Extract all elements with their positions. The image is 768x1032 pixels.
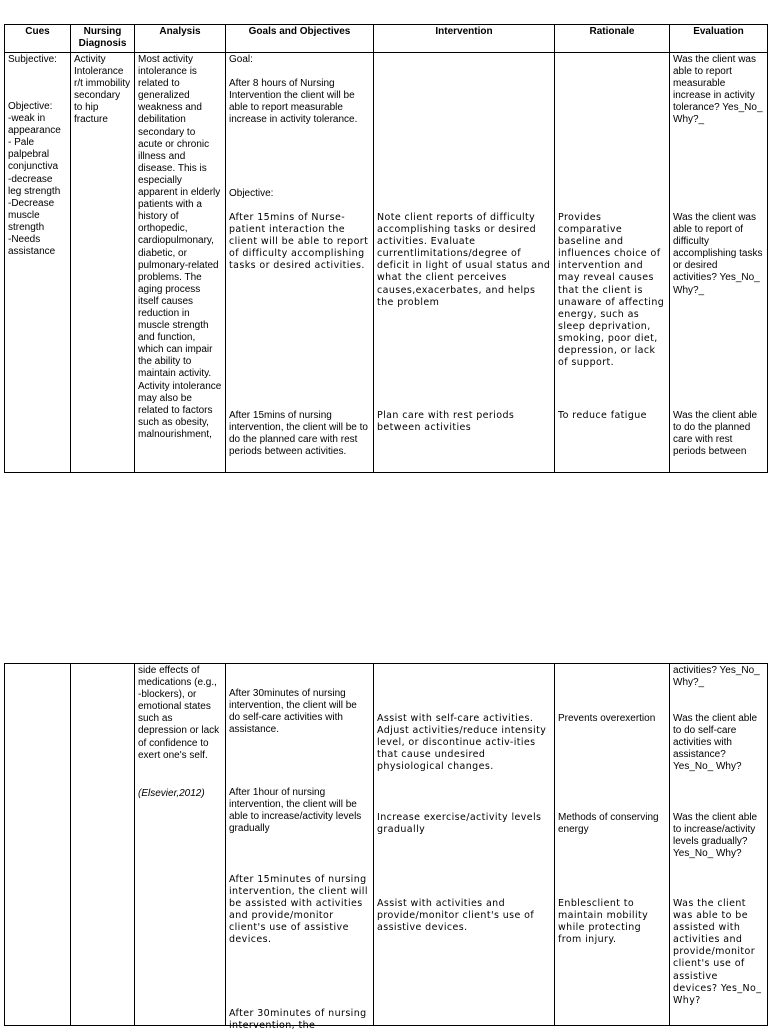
goal-label: Goal: <box>229 54 253 65</box>
intervention-2: Plan care with rest periods between activities <box>377 410 515 434</box>
header-cues: Cues <box>5 25 71 53</box>
rationale-5: Enblesclient to maintain mobility while protecting from injury. <box>558 898 649 946</box>
rationale-3: Prevents overexertion <box>558 713 656 724</box>
table-row <box>5 664 768 1026</box>
care-plan-table-page2 <box>4 663 768 1032</box>
evaluation-5: Was the client able to increase/activity levels gradually? Yes_No_ Why? <box>673 812 758 860</box>
header-nursing-diagnosis: Nursing Diagnosis <box>71 25 135 53</box>
rationale-cell <box>555 53 670 473</box>
evaluation-2: Was the client able to do the planned care with rest periods between <box>673 410 758 458</box>
objective-1: After 15mins of Nurse-patient interaction the client will be able to report of difficulty accomplishing tasks or desired activities. <box>229 212 369 272</box>
evaluation-3: activities? Yes_No_ Why?_ <box>673 665 760 689</box>
objective-label: Objective: <box>229 188 274 199</box>
analysis-text-continued: side effects of medications (e.g., -blockers), or emotional states such as depression or lack of confidence to exert one's self. <box>138 665 220 761</box>
intervention-3: Assist with self-care activities. Adjust activities/reduce intensity level, or discontinue activ-ities that cause undesired physiological changes. <box>377 713 547 773</box>
intervention-cell-continued <box>374 664 555 1026</box>
analysis-cell-continued <box>135 664 226 1026</box>
intervention-1: Note client reports of difficulty accomplishing tasks or desired activities. Evaluate currentlimitations/degree of deficit in light of usual status and what the client perceives causes,exacerbates, and helps the problem <box>377 212 551 308</box>
cues-objective: Objective: -weak in appearance - Pale palpebral conjunctiva -decrease leg strength -Decrease muscle strength -Needs assistance <box>8 101 61 258</box>
table-row <box>5 53 768 473</box>
objective-3: After 30minutes of nursing intervention, the client will be do self-care activities with assistance. <box>229 688 357 736</box>
objective-4: After 1hour of nursing intervention, the client will be able to increase/activity levels gradually <box>229 787 362 835</box>
diagnosis-cell-continued <box>71 664 135 1026</box>
intervention-5: Assist with activities and provide/monitor client's use of assistive devices. <box>377 898 535 934</box>
cues-cell-continued <box>5 664 71 1026</box>
rationale-2: To reduce fatigue <box>558 410 647 421</box>
evaluation-6: Was the client was able to be assisted with activities and provide/monitor client's use of assistive devices? Yes_No_ Why? <box>673 898 762 1006</box>
cues-subjective: Subjective: <box>8 54 57 65</box>
objective-6: After 30minutes of nursing intervention, the <box>229 1008 367 1032</box>
evaluation-cell-continued <box>670 664 768 1026</box>
rationale-1: Provides comparative baseline and influences choice of intervention and may reveal causes that the client is unaware of affecting energy, such as sleep deprivation, smoking, poor diet, depression, or lack of support. <box>558 212 665 369</box>
evaluation-1: Was the client was able to report of difficulty accomplishing tasks or desired activities? Yes_No_ Why?_ <box>673 212 763 296</box>
rationale-cell-continued <box>555 664 670 1026</box>
cues-cell <box>5 53 71 473</box>
intervention-4: Increase exercise/activity levels gradually <box>377 812 542 836</box>
header-intervention: Intervention <box>374 25 555 53</box>
objective-2: After 15mins of nursing intervention, the client will be to do the planned care with rest periods between activities. <box>229 410 368 458</box>
header-goals-objectives: Goals and Objectives <box>226 25 374 53</box>
header-rationale: Rationale <box>555 25 670 53</box>
intervention-cell <box>374 53 555 473</box>
goal-text: After 8 hours of Nursing Intervention the client will be able to report measurable increase in activity tolerance. <box>229 78 358 126</box>
evaluation-cell <box>670 53 768 473</box>
goals-cell <box>226 53 374 473</box>
header-evaluation: Evaluation <box>670 25 768 53</box>
evaluation-0: Was the client was able to report measurable increase in activity tolerance? Yes_No_ Why?_ <box>673 54 763 126</box>
header-analysis: Analysis <box>135 25 226 53</box>
citation: (Elsevier,2012) <box>138 788 205 799</box>
rationale-4: Methods of conserving energy <box>558 812 659 836</box>
analysis-text: Most activity intolerance is related to generalized weakness and debilitation secondary to acute or chronic illness and disease. This is especially apparent in elderly patients with a history of orthopedic, cardiopulmonary, diabetic, or pulmonary-related problems. The aging process itself causes reduction in muscle strength and function, which can impair the ability to maintain activity. Activity intolerance may also be related to factors such as obesity, malnourishment, <box>138 54 222 440</box>
care-plan-table-page1 <box>4 24 768 473</box>
nursing-diagnosis-text: Activity Intolerance r/t immobility secondary to hip fracture <box>74 54 131 126</box>
goals-cell-continued <box>226 664 374 1032</box>
diagnosis-cell <box>71 53 135 473</box>
evaluation-4: Was the client able to do self-care activities with assistance? Yes_No_ Why? <box>673 713 758 773</box>
analysis-cell <box>135 53 226 473</box>
objective-5: After 15minutes of nursing intervention, the client will be assisted with activities and provide/monitor client's use of assistive devices. <box>229 874 368 946</box>
header-row <box>5 25 768 53</box>
